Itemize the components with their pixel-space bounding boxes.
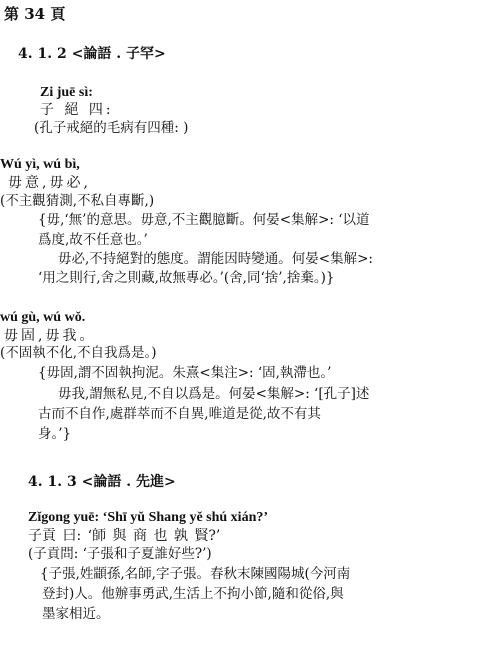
- pinyin-line: Zi juē sì:: [40, 85, 93, 100]
- annotation-line: {毋,‘無’的意思。毋意,不主觀臆斷。何晏<集解>: ‘以道: [38, 212, 370, 228]
- annotation-line: 毋我,謂無私見,不自以爲是。何晏<集解>: ‘[孔子]述: [58, 386, 370, 402]
- annotation-line: 墨家相近。: [42, 606, 110, 622]
- gloss-line: (子貢問: ‘子張和子夏誰好些?’): [28, 546, 212, 562]
- chinese-line: 毋意,毋必,: [8, 175, 91, 191]
- annotation-line: 身。’}: [38, 426, 72, 442]
- page-number: 第 34 頁: [4, 5, 66, 23]
- pinyin-line: Zǐgong yuē: ‘Shī yǔ Shang yě shú xián?’: [28, 510, 269, 525]
- chinese-line: 子 絕 四:: [40, 102, 114, 118]
- section-heading: 4. 1. 2 <論語 . 子罕>: [18, 46, 166, 62]
- gloss-line: (孔子戒絕的毛病有四種: ): [34, 120, 189, 136]
- pinyin-line: Wú yì, wú bì,: [0, 157, 80, 172]
- annotation-line: ‘用之則行,舍之則藏,故無專必。’(舍,同‘捨’,捨棄。)}: [38, 270, 335, 286]
- section-heading: 4. 1. 3 <論語 . 先進>: [28, 474, 176, 490]
- chinese-line: 子貢 曰: ‘師 與 商 也 孰 賢?’: [28, 528, 221, 544]
- gloss-line: (不主觀猜測,不私自專斷,): [0, 193, 155, 209]
- annotation-line: 爲度,故不任意也。’: [38, 232, 148, 248]
- annotation-line: 登封)人。他辦事勇武,生活上不拘小節,隨和從俗,與: [42, 586, 344, 602]
- chinese-line: 毋固,毋我。: [4, 328, 97, 344]
- gloss-line: (不固執不化,不自我爲是。): [0, 345, 157, 361]
- annotation-line: 毋必,不持絕對的態度。謂能因時變通。何晏<集解>:: [58, 251, 373, 267]
- annotation-line: 古而不自作,處群萃而不自異,唯道是從,故不有其: [38, 406, 321, 422]
- annotation-line: {毋固,謂不固執拘泥。朱熹<集注>: ‘固,執滯也。’: [38, 365, 332, 381]
- annotation-line: {子張,姓顓孫,名師,字子張。春秋末陳國陽城(今河南: [40, 566, 351, 582]
- pinyin-line: wú gù, wú wǒ.: [0, 310, 86, 325]
